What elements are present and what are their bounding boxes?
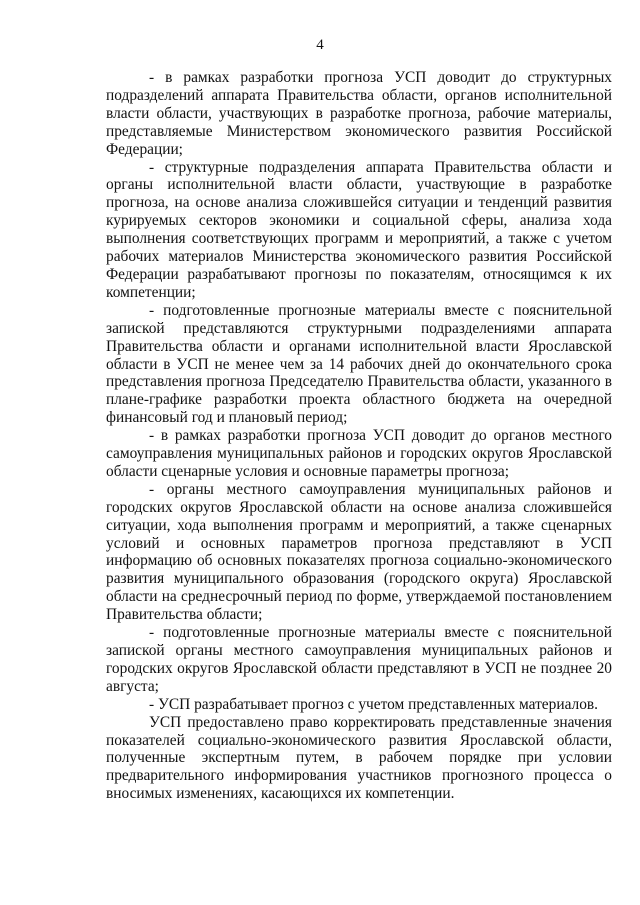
paragraph-usp-develops-forecast: - УСП разрабатывает прогноз с учетом представленных материалов. [149, 695, 599, 713]
paragraph-usp-correction-right: УСП предоставлено право корректировать представленные значения показателей социально-экономического развития Ярославской области, полученные экспертным путем, в рабочем порядке при условии предварительного информирования участников прогнозного процесса о вносимых изменениях, касающихся их компетенции. [106, 713, 612, 803]
paragraph-usp-scenario-conditions: - в рамках разработки прогноза УСП доводит до органов местного самоуправления муниципальных районов и городских округов Ярославской области сценарные условия и основные параметры прогноза; [106, 427, 612, 480]
document-body [106, 69, 612, 803]
paragraph-local-authorities-forecast: - органы местного самоуправления муниципальных районов и городских округов Ярославской области на основе анализа сложившейся ситуации, хода выполнения программ и мероприятий, а также сценарных условий и основных параметров прогноза представляют в УСП информацию об основных показателях прогноза социально-экономического развития муниципального образования (городского округа) Ярославской области на среднесрочный период по форме, утверждаемой постановлением Правительства области; [106, 480, 612, 624]
paragraph-usp-delivers-materials: - в рамках разработки прогноза УСП доводит до структурных подразделений аппарата Правительства области, органов исполнительной власти области, участвующих в разработке прогноза, рабочие материалы, представляемые Министерством экономического развития Российской Федерации; [106, 69, 612, 158]
page-number: 4 [316, 37, 324, 53]
paragraph-materials-submission-deadline: - подготовленные прогнозные материалы вместе с пояснительной запиской представляются структурными подразделениями аппарата Правительства области и органами исполнительной власти Ярославской области в УСП не менее чем за 14 рабочих дней до окончательного срока представления прогноза Председателю Правительства области, указанного в плане-графике разработки проекта областного бюджета на очередной финансовый год и плановый период; [106, 301, 612, 427]
paragraph-local-materials-deadline: - подготовленные прогнозные материалы вместе с пояснительной запиской органы местного самоуправления муниципальных районов и городских округов Ярославской области представляют в УСП не позднее 20 августа; [106, 624, 612, 695]
paragraph-structural-units-forecast: - структурные подразделения аппарата Правительства области и органы исполнительной власти области, участвующие в разработке прогноза, на основе анализа сложившейся ситуации и тенденций развития курируемых секторов экономики и социальной сферы, анализа хода выполнения соответствующих программ и мероприятий, а также с учетом рабочих материалов Министерства экономического развития Российской Федерации разрабатывают прогнозы по показателям, относящимся к их компетенции; [106, 158, 612, 301]
